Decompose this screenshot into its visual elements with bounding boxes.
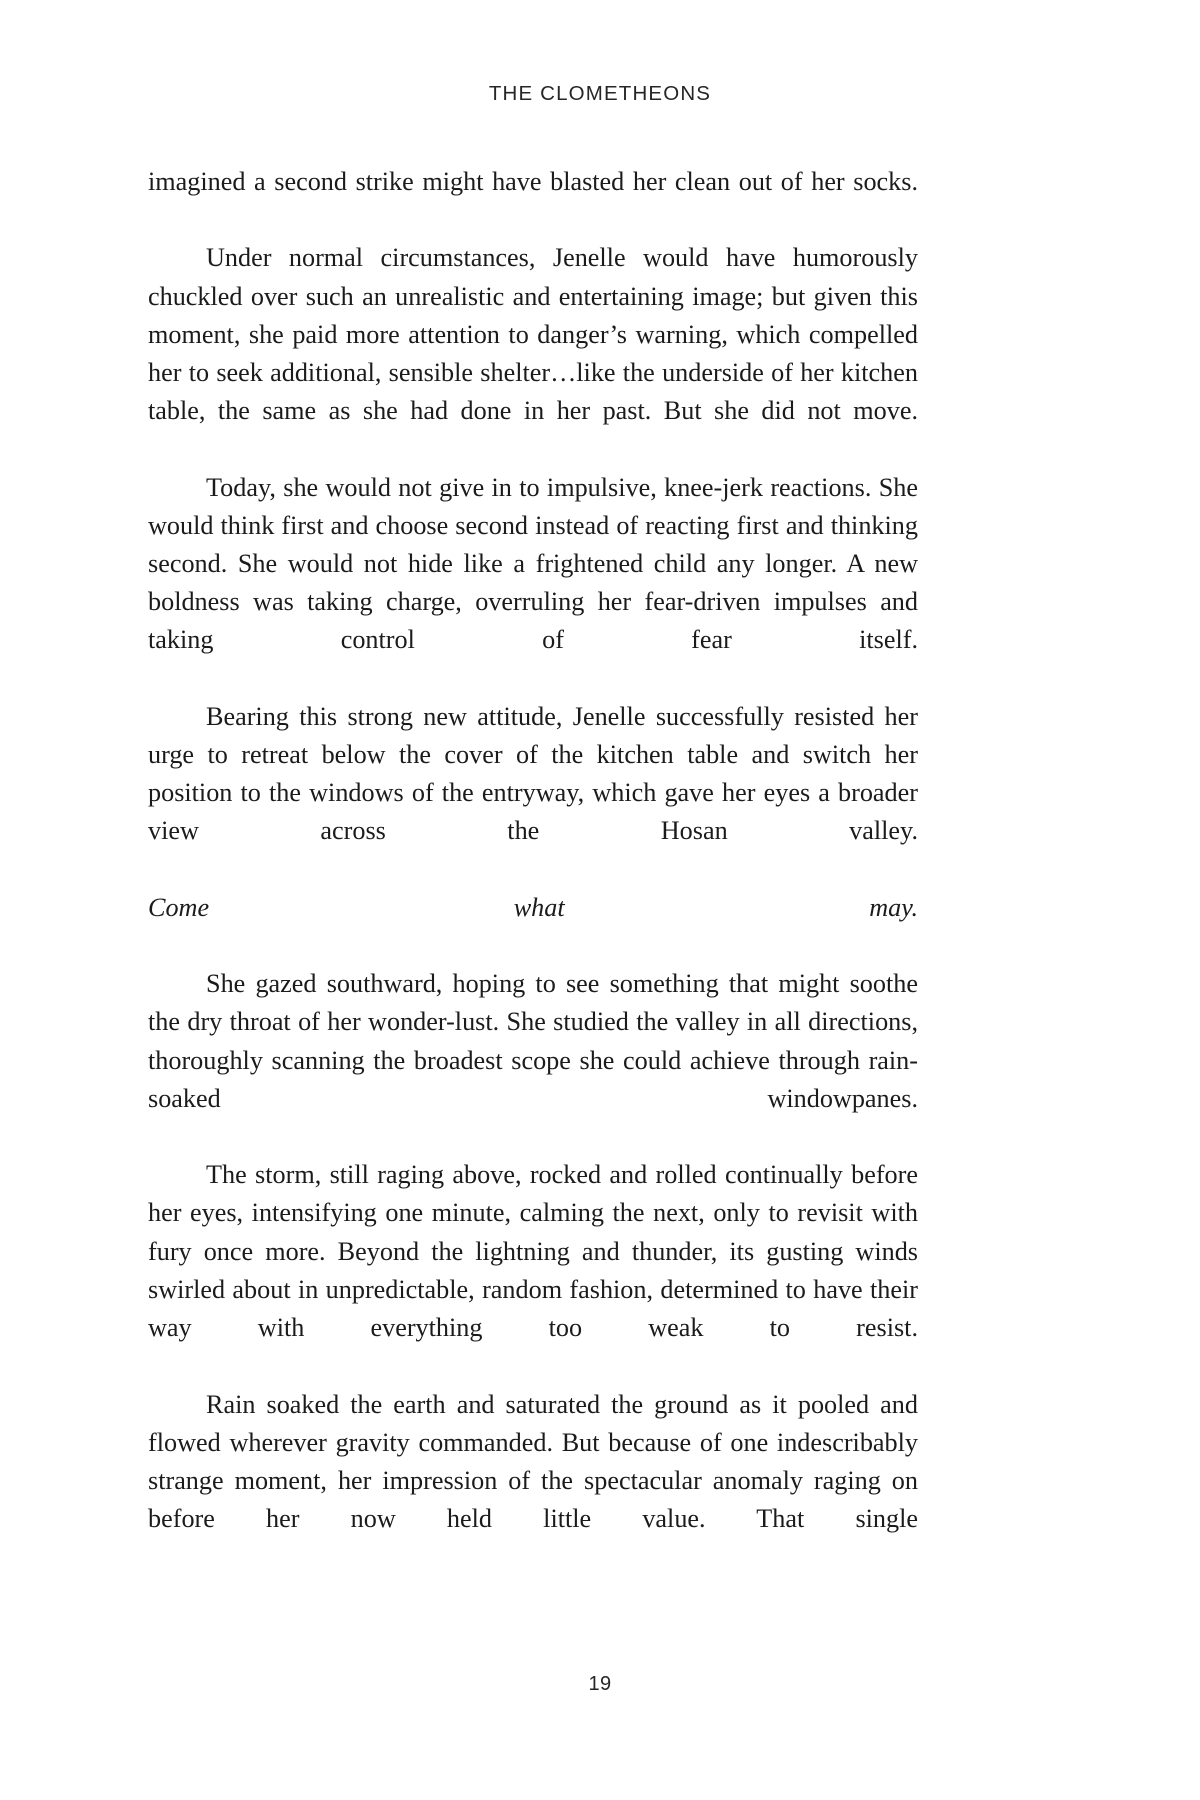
paragraph: She gazed southward, hoping to see something that might soothe the dry throat of her wonder-lust. She studied the valley in all directions, thoroughly scanning the broadest scope she could achieve through rain-soaked windowpanes. [148, 969, 918, 1113]
paragraph: Bearing this strong new attitude, Jenelle successfully resisted her urge to retreat below the cover of the kitchen table and switch her position to the windows of the entryway, which gave her eyes a broader view across the Hosan valley. [148, 701, 918, 846]
paragraph-italic-aside: Come what may. [148, 892, 918, 922]
paragraph-continued: imagined a second strike might have blasted her clean out of her socks. [148, 167, 918, 196]
paragraph: Today, she would not give in to impulsive, knee-jerk reactions. She would think first and choose second instead of reacting first and thinking second. She would not hide like a frightened child any longer. A new boldness was taking charge, overruling her fear-driven impulses and taking control of fear itself. [148, 472, 918, 655]
page-number: 19 [588, 1673, 612, 1695]
paragraph: Under normal circumstances, Jenelle would have humorously chuckled over such an unrealistic and entertaining image; but given this moment, she paid more attention to danger’s warning, which compelled her to seek additional, sensible shelter…like the underside of her kitchen table, the same as she had done in her past. But she did not move. [148, 243, 918, 426]
body-text-block [148, 163, 918, 1577]
running-head: THE CLOMETHEONS [488, 82, 712, 105]
paragraph: Rain soaked the earth and saturated the ground as it pooled and flowed wherever gravity commanded. But because of one indescribably strange moment, her impression of the spectacular anomaly raging on before her now held little value. That single [148, 1389, 918, 1534]
paragraph: The storm, still raging above, rocked and rolled continually before her eyes, intensifying one minute, calming the next, only to revisit with fury once more. Beyond the lightning and thunder, its gusting winds swirled about in unpredictable, random fashion, determined to have their way with everything too weak to resist. [148, 1160, 918, 1343]
